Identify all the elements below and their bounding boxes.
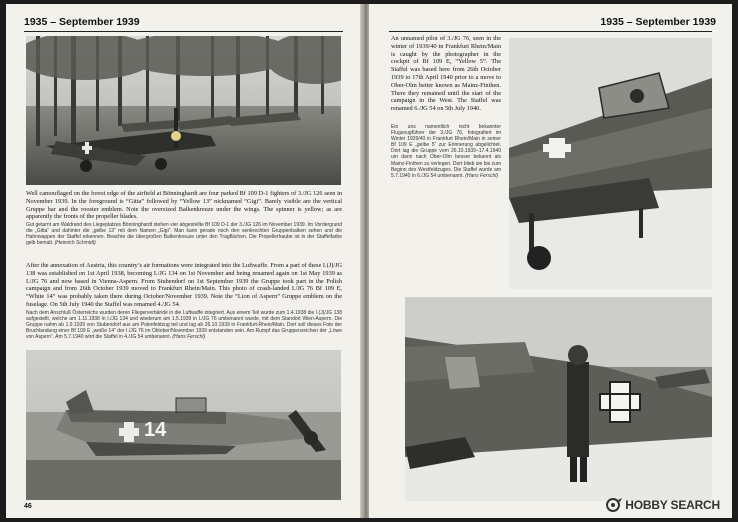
left-header-rule [24, 31, 343, 32]
left-page-header: 1935 – September 1939 [24, 16, 140, 28]
photo-pilot-standing [405, 297, 712, 501]
caption-en-crashed-fighter: After the annexation of Austria, this country’s air formations were integrated into the Luftwaffe. From a part of these I.(J)/JG 138 was established on 1st April 1938, becoming I./JG 134 on 1st November and being renamed again on 1st May 1939 as I./JG 76 and now based in Vienna-Aspern. From Stubendorf on 1st September 1939 the Gruppe took part in the Polish campaign and from 26th October 1939 moved to Frankfurt Rhein/Main. This photo of crash-landed I./JG 76 Bf 109 E, “White 14” was probably taken there during October/November 1939. Note the “Lion of Aspern” Gruppe emblem on the fuselage. On 5th July 1940 the Staffel was renamed 4./JG 54. [26, 262, 342, 308]
photo-pilot-cockpit [509, 38, 712, 289]
photo-crashed-fighter-image [26, 350, 341, 500]
right-header-rule [389, 31, 712, 32]
watermark-text: HOBBY SEARCH [625, 498, 720, 512]
watermark [606, 498, 720, 512]
caption-de-parked-fighters: Gut getarnt am Waldrand des Liegeplatzes Bönninghardt stehen vier abgestellte Bf 109 D-1 der 3./JG 126 im November 1939. Im Vordergrund die „Gitta“ und dahinter die „gelbe 13“ mit dem Namen „Gigi“. Man kann gerade noch den senkrechten Gruppenbalken sehen und die Hahnwappen der Staffel erkennen. Beachte die übergroßen Balkenkreuze unter den Tragflächen. Die Propellerhaube ist in der Staffelfarbe gelb bemalt. (Heinrich Schmidt) [26, 222, 342, 247]
caption-en-parked-fighters: Well camouflaged on the forest edge of the airfield at Bönninghardt are four parked Bf 109 D-1 fighters of 3./JG 126 seen in November 1939. In the foreground is “Gitta” followed by “Yellow 13” nicknamed “Gigi”. Barely visible are the vertical Gruppe bar and the rooster emblem. Note the oversized Balkenkreuze under the wings. The spinner is yellow; as are apparently the fronts of the propeller blades. [26, 190, 342, 221]
aircraft-number-14: 14 [144, 419, 167, 441]
hobby-search-logo-icon [606, 498, 622, 512]
photo-credit-parked-fighters: (Heinrich Schmidt) [54, 240, 96, 247]
caption-de-crashed-fighter: Nach dem Anschluß Österreichs wurden deren Fliegerverbände in die Luftwaffe integriert. Aus einem Teil wurde zum 1.4.1938 die I.(J)/JG 138 aufgestellt, welche am 1.11.1938 in I./JG 134 und wiederum am 1.5.1939 in I./JG 76 umbenannt wurde, mit dem Standort Wien-Aspern. Die Gruppe nahm ab 1.9.1939 von Stubendorf aus am Polenfeldzug teil und lag ab 26.10.1939 in Frankfurt-Rhein/Main. Dort soll dieses Foto der Bruchlandung einer Bf 109 E „weiße 14“ der I./JG 76 im Oktober/November 1939 entstanden sein. Am Rumpf das Gruppenzeichen der „Löwe von Aspern“. Am 5.7.1940 wird die Staffel in 4./JG 54 umbenannt. (Hans Ferschl) [26, 310, 342, 341]
photo-credit-crashed-fighter: (Hans Ferschl) [172, 334, 206, 341]
photo-parked-fighters [26, 36, 341, 185]
photo-pilot-standing-image [405, 297, 712, 501]
caption-de-pilot-cockpit: Ein uns namentlich nicht bekannter Flugzeugführer der 3./JG 76, fotografiert im Winter 1939/40 in Frankfurt Rhein/Main in seiner Bf 109 E „gelbe 5“ zur Erinnerung abgelichtet. Dort lag die Gruppe vom 26.10.1939–17.4.1940 um dann nach Ober-Olm besser bekannt als Mainz-Finthen zu verlegen. Dort blieb sie bis zum Beginn des Westfeldzuges. Die Staffel wurde am 5.7.1940 in 6./JG 54 umbenannt. (Hans Ferschl) [391, 124, 501, 179]
left-page [6, 4, 363, 518]
right-page [369, 4, 732, 518]
photo-parked-fighters-image [26, 36, 341, 185]
photo-pilot-cockpit-image [509, 38, 712, 289]
photo-credit-pilot-cockpit: (Hans Ferschl) [465, 172, 499, 179]
right-page-header: 1935 – September 1939 [600, 16, 716, 28]
photo-crashed-fighter [26, 350, 341, 500]
caption-en-pilot-cockpit: An unnamed pilot of 3./JG 76, seen in the winter of 1939/40 in Frankfurt Rhein/Main is caught by the photographer in the cockpit of Bf 109 E, “Yellow 5”. The Staffel was based here from 26th October 1939 to 17th April 1940 prior to a move to Ober-Olm better known as Mainz-Finthen. There they remained until the start of the campaign in the West. The Staffel was renamed 6./JG 54 on 5th July 1940. [391, 35, 501, 113]
page-number: 46 [24, 503, 32, 510]
